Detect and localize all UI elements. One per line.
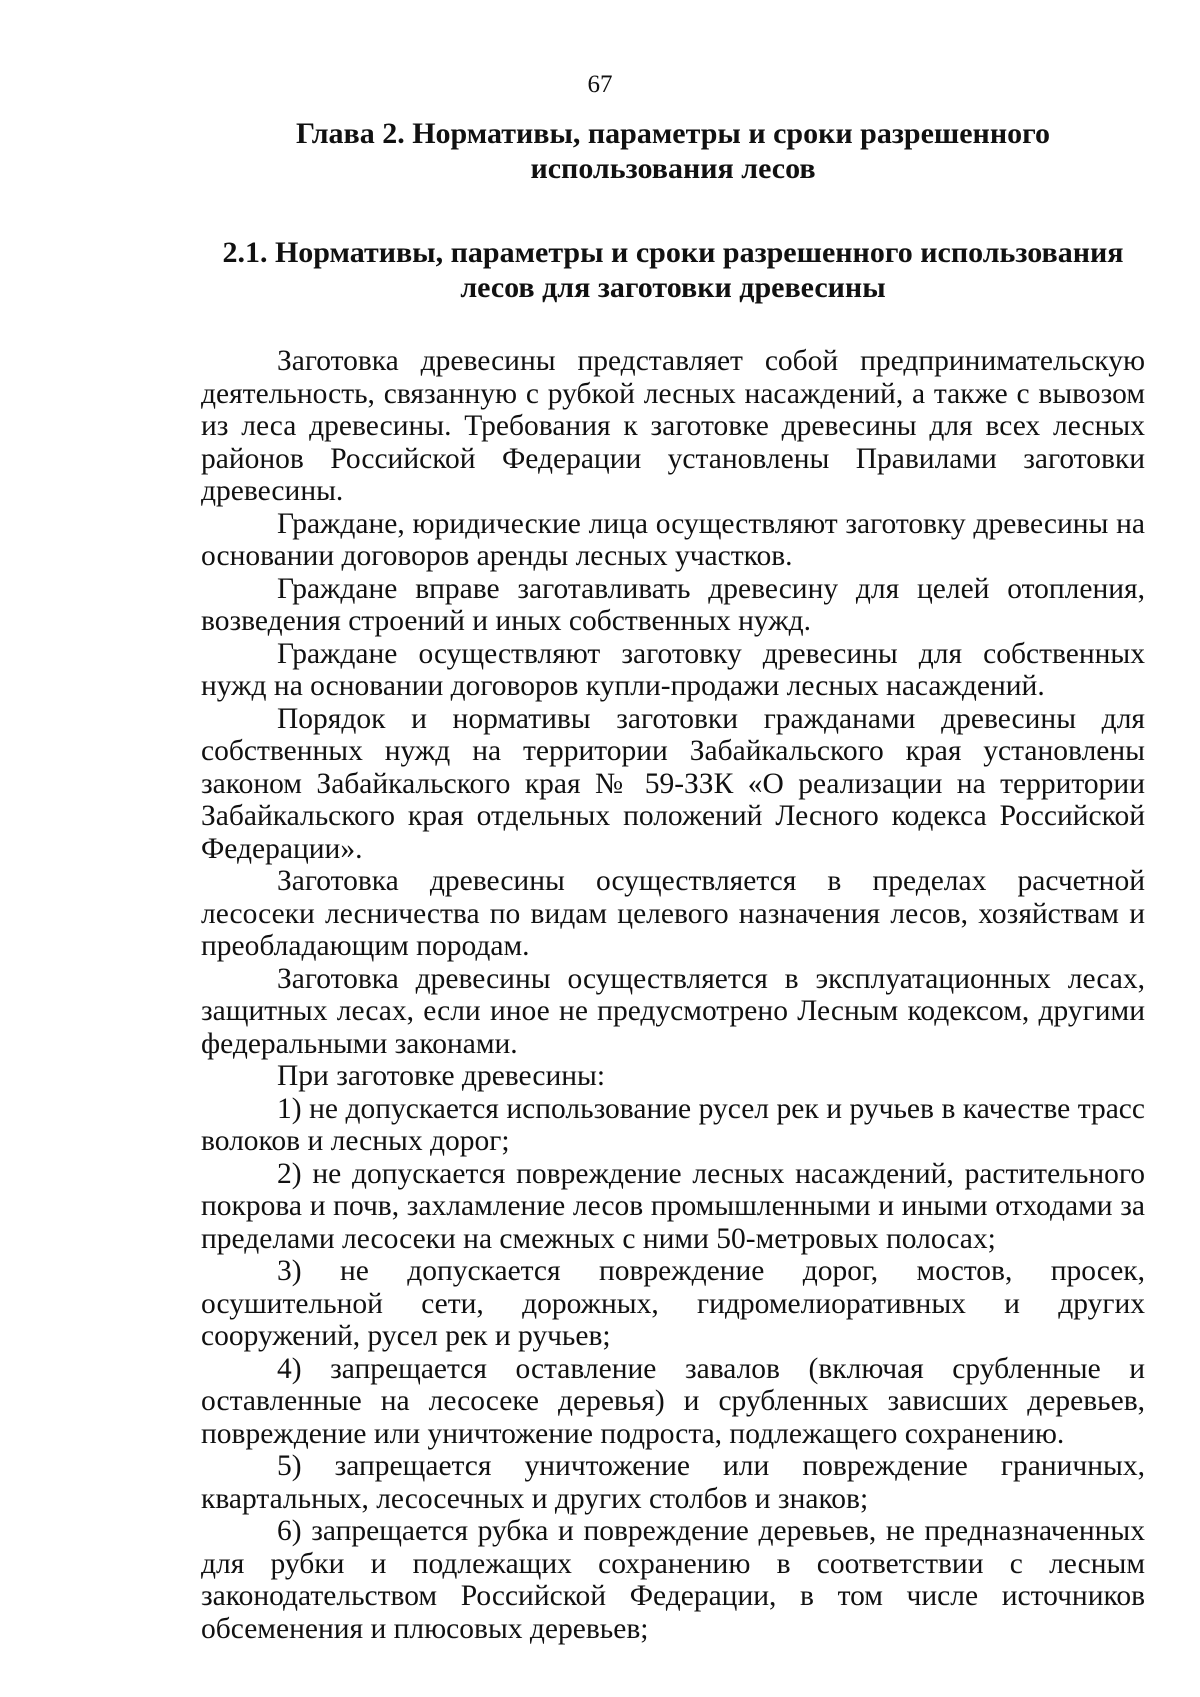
paragraph: При заготовке древесины: [277, 1060, 606, 1092]
paragraph: Заготовка древесины осуществляется в эксплуатационных лесах, защитных лесах, если иное не предусмотрено Лесным кодексом, другими федеральными законами. [201, 962, 1145, 1060]
list-item: 2) не допускается повреждение лесных насаждений, растительного покрова и почв, захламление лесов промышленными и иными отходами за пределами лесосеки на смежных с ними 50-метровых полосах; [201, 1157, 1145, 1255]
section-title: 2.1. Нормативы, параметры и сроки разрешенного использования лесов для заготовки древесины [222, 236, 1124, 304]
page-number: 67 [587, 71, 613, 98]
list-item: 6) запрещается рубка и повреждение деревьев, не предназначенных для рубки и подлежащих сохранению в соответствии с лесным законодательством Российской Федерации, в том числе источников обсеменения и плюсовых деревьев; [201, 1515, 1145, 1645]
body-text [201, 345, 1145, 1645]
paragraph: Граждане, юридические лица осуществляют заготовку древесины на основании договоров аренды лесных участков. [201, 507, 1145, 572]
list-item: 3) не допускается повреждение дорог, мостов, просек, осушительной сети, дорожных, гидромелиоративных и других сооружений, русел рек и ручьев; [201, 1255, 1145, 1352]
paragraph: Граждане осуществляют заготовку древесины для собственных нужд на основании договоров купли-продажи лесных насаждений. [201, 637, 1145, 702]
paragraph: Заготовка древесины представляет собой предпринимательскую деятельность, связанную с рубкой лесных насаждений, а также с вывозом из леса древесины. Требования к заготовке древесины для всех лесных районов Российской Федерации установлены Правилами заготовки древесины. [201, 345, 1145, 507]
chapter-title: Глава 2. Нормативы, параметры и сроки разрешенного использования лесов [295, 117, 1050, 185]
paragraph: Порядок и нормативы заготовки гражданами древесины для собственных нужд на территории Забайкальского края установлены законом Забайкальского края № 59-ЗЗК «О реализации на территории Забайкальского края отдельных положений Лесного кодекса Российской Федерации». [201, 702, 1145, 865]
list-item: 4) запрещается оставление завалов (включая срубленные и оставленные на лесосеке деревья) и срубленных зависших деревьев, повреждение или уничтожение подроста, подлежащего сохранению. [201, 1352, 1145, 1450]
paragraph: Граждане вправе заготавливать древесину для целей отопления, возведения строений и иных собственных нужд. [201, 572, 1145, 637]
page-content [201, 116, 1145, 1645]
list-item: 1) не допускается использование русел рек и ручьев в качестве трасс волоков и лесных дорог; [201, 1092, 1145, 1157]
list-item: 5) запрещается уничтожение или повреждение граничных, квартальных, лесосечных и других столбов и знаков; [201, 1450, 1145, 1515]
paragraph: Заготовка древесины осуществляется в пределах расчетной лесосеки лесничества по видам целевого назначения лесов, хозяйствам и преобладающим породам. [201, 865, 1145, 962]
